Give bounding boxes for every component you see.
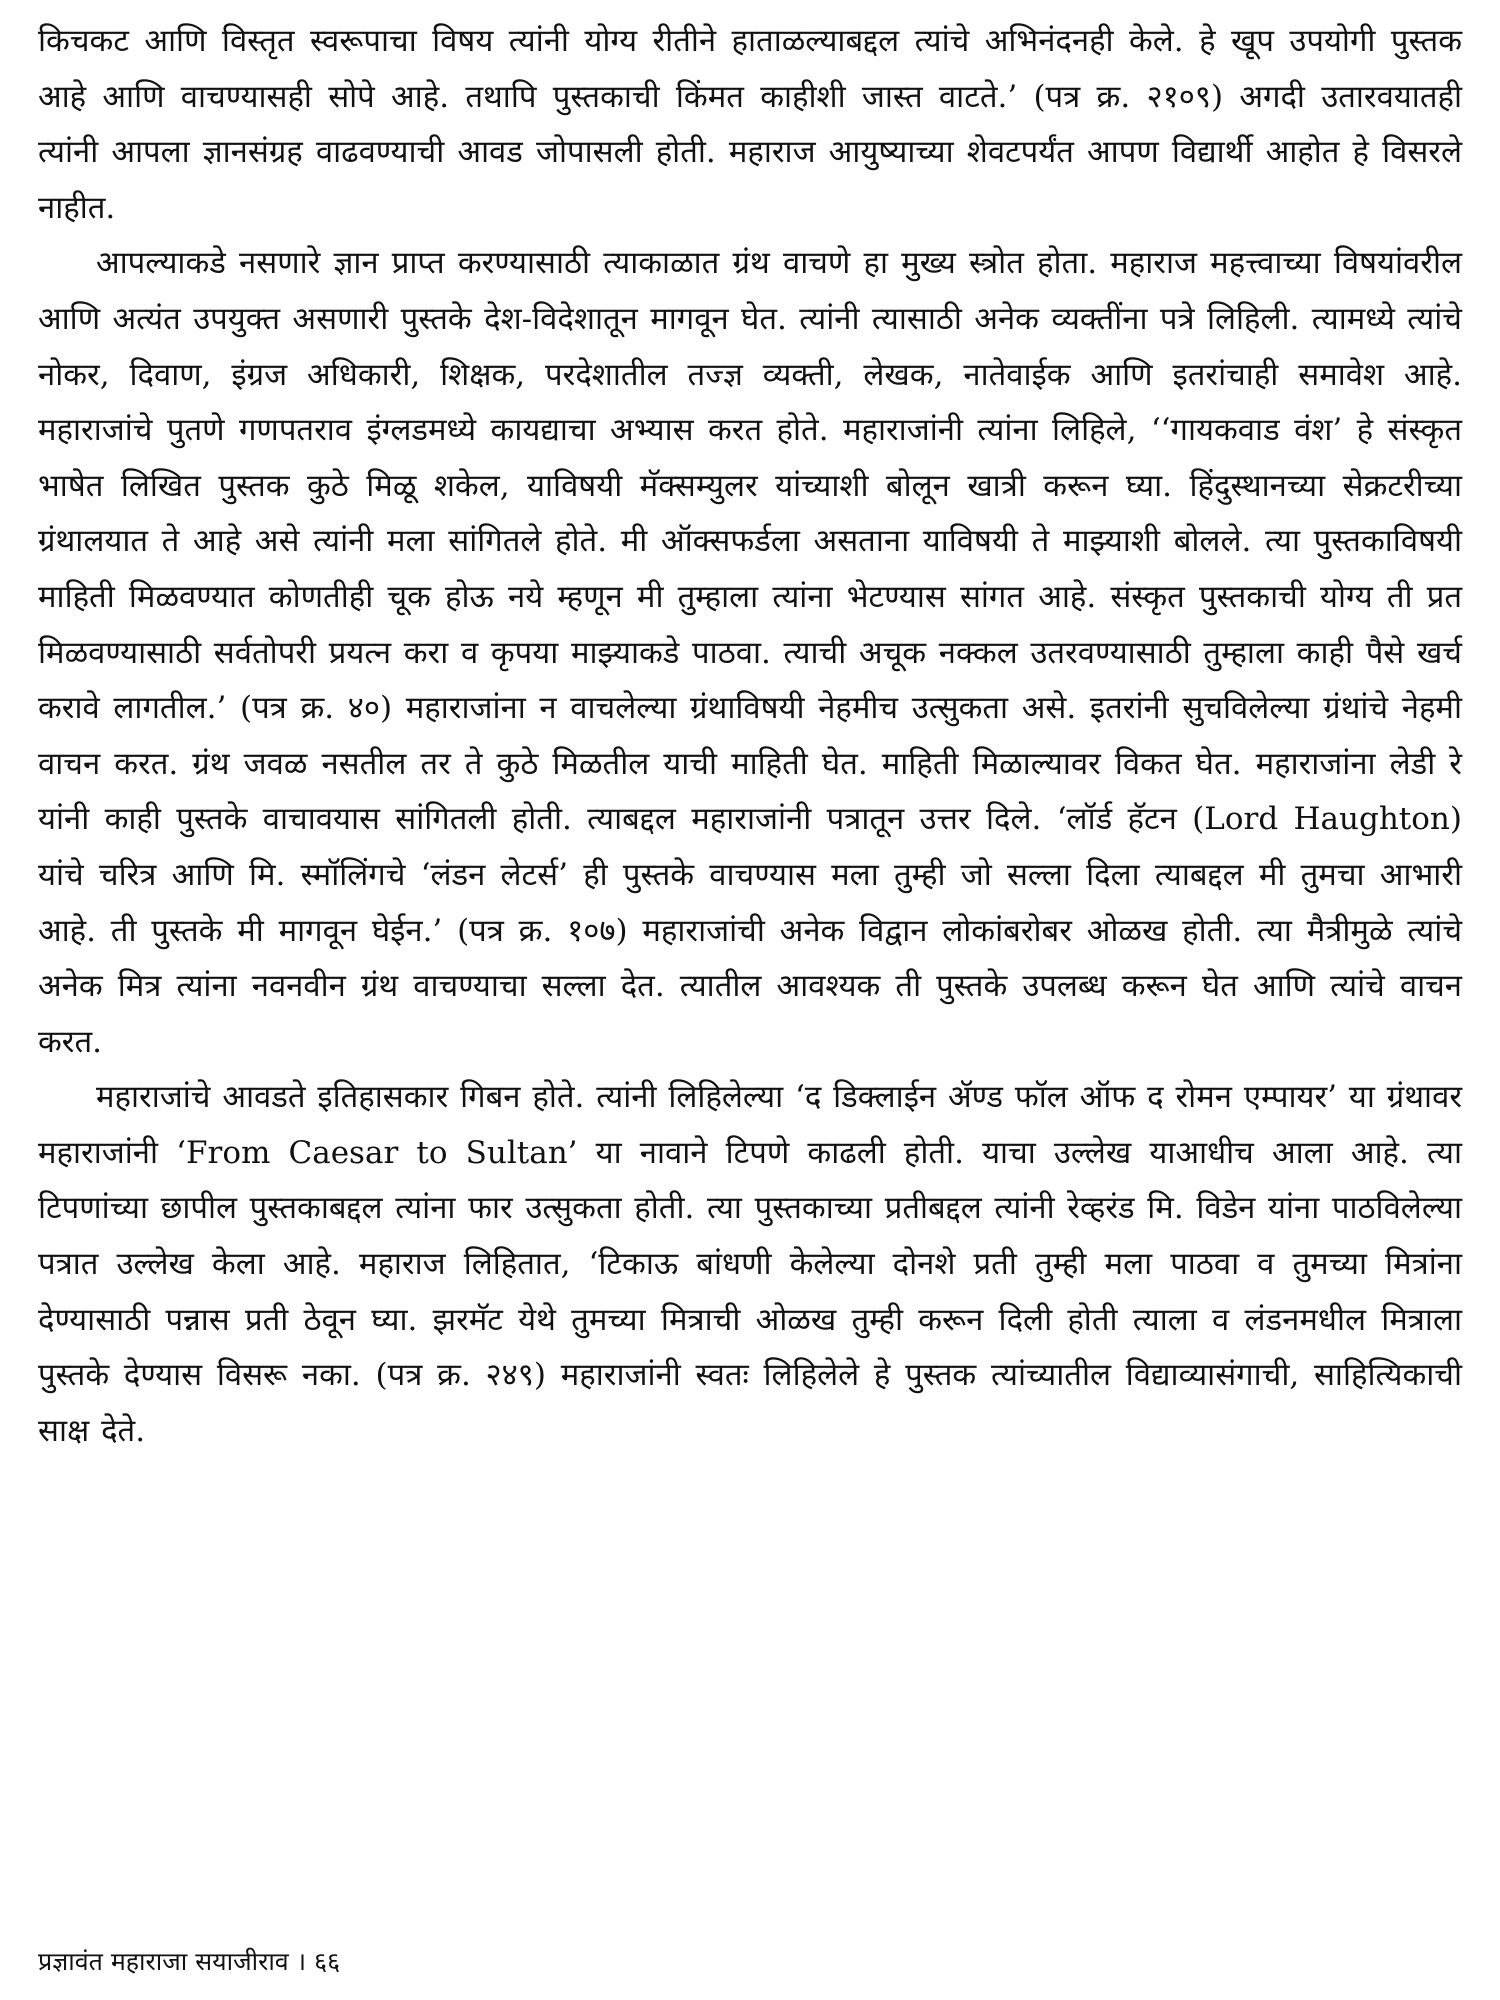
paragraph-2: आपल्याकडे नसणारे ज्ञान प्राप्त करण्यासाठी त्याकाळात ग्रंथ वाचणे हा मुख्य स्त्रोत होता. महाराज महत्त्वाच्या विषयांवरील आणि अत्यंत उपयुक्त असणारी पुस्तके देश-विदेशातून मागवून घेत. त्यांनी त्यासाठी अनेक व्यक्तींना पत्रे लिहिली. त्यामध्ये त्यांचे नोकर, दिवाण, इंग्रज अधिकारी, शिक्षक, परदेशातील तज्ज्ञ व्यक्ती, लेखक, नातेवाईक आणि इतरांचाही समावेश आहे. महाराजांचे पुतणे गणपतराव इंग्लडमध्ये कायद्याचा अभ्यास करत होते. महाराजांनी त्यांना लिहिले, ‘‘गायकवाड वंश’ हे संस्कृत भाषेत लिखित पुस्तक कुठे मिळू शकेल, याविषयी मॅक्सम्युलर यांच्याशी बोलून खात्री करून घ्या. हिंदुस्थानच्या सेक्रटरीच्या ग्रंथालयात ते आहे असे त्यांनी मला सांगितले होते. मी ऑक्सफर्डला असताना याविषयी ते माझ्याशी बोलले. त्या पुस्तकाविषयी माहिती मिळवण्यात कोणतीही चूक होऊ नये म्हणून मी तुम्हाला त्यांना भेटण्यास सांगत आहे. संस्कृत पुस्तकाची योग्य ती प्रत मिळवण्यासाठी सर्वतोपरी प्रयत्न करा व कृपया माझ्याकडे पाठवा. त्याची अचूक नक्कल उतरवण्यासाठी तुम्हाला काही पैसे खर्च करावे लागतील.’ (पत्र क्र. ४०) महाराजांना न वाचलेल्या ग्रंथाविषयी नेहमीच उत्सुकता असे. इतरांनी सुचविलेल्या ग्रंथांचे नेहमी वाचन करत. ग्रंथ जवळ नसतील तर ते कुठे मिळतील याची माहिती घेत. माहिती मिळाल्यावर विकत घेत. महाराजांना लेडी रे यांनी काही पुस्तके वाचावयास सांगितली होती. त्याबद्दल महाराजांनी पत्रातून उत्तर दिले. ‘लॉर्ड हॅटन (Lord Haughton) यांचे चरित्र आणि मि. स्मॉलिंगचे ‘लंडन लेटर्स’ ही पुस्तके वाचण्यास मला तुम्ही जो सल्ला दिला त्याबद्दल मी तुमचा आभारी आहे. ती पुस्तके मी मागवून घेईन.’ (पत्र क्र. १०७) महाराजांची अनेक विद्वान लोकांबरोबर ओळख होती. त्या मैत्रीमुळे त्यांचे अनेक मित्र त्यांना नवनवीन ग्रंथ वाचण्याचा सल्ला देत. त्यातील आवश्यक ती पुस्तके उपलब्ध करून घेत आणि त्यांचे वाचन करत. xyxy=(38,245,1462,1060)
page-body xyxy=(38,14,1462,1459)
paragraph-3: महाराजांचे आवडते इतिहासकार गिबन होते. त्यांनी लिहिलेल्या ‘द डिक्लाईन ॲण्ड फॉल ऑफ द रोमन एम्पायर’ या ग्रंथावर महाराजांनी ‘From Caesar to Sultan’ या नावाने टिपणे काढली होती. याचा उल्लेख याआधीच आला आहे. त्या टिपणांच्या छापील पुस्तकाबद्दल त्यांना फार उत्सुकता होती. त्या पुस्तकाच्या प्रतीबद्दल त्यांनी रेव्हरंड मि. विडेन यांना पाठविलेल्या पत्रात उल्लेख केला आहे. महाराज लिहितात, ‘टिकाऊ बांधणी केलेल्या दोनशे प्रती तुम्ही मला पाठवा व तुमच्या मित्रांना देण्यासाठी पन्नास प्रती ठेवून घ्या. झरमॅट येथे तुमच्या मित्राची ओळख तुम्ही करून दिली होती त्याला व लंडनमधील मित्राला पुस्तके देण्यास विसरू नका. (पत्र क्र. २४९) महाराजांनी स्वतः लिहिलेले हे पुस्तक त्यांच्यातील विद्याव्यासंगाची, साहित्यिकाची साक्ष देते. xyxy=(38,1079,1462,1449)
paragraph-1: किचकट आणि विस्तृत स्वरूपाचा विषय त्यांनी योग्य रीतीने हाताळल्याबद्दल त्यांचे अभिनंदनही केले. हे खूप उपयोगी पुस्तक आहे आणि वाचण्यासही सोपे आहे. तथापि पुस्तकाची किंमत काहीशी जास्त वाटते.’ (पत्र क्र. २१०९) अगदी उतारवयातही त्यांनी आपला ज्ञानसंग्रह वाढवण्याची आवड जोपासली होती. महाराज आयुष्याच्या शेवटपर्यंत आपण विद्यार्थी आहोत हे विसरले नाहीत. xyxy=(38,23,1462,226)
page-footer: प्रज्ञावंत महाराजा सयाजीराव । ६६ xyxy=(38,1947,341,1976)
